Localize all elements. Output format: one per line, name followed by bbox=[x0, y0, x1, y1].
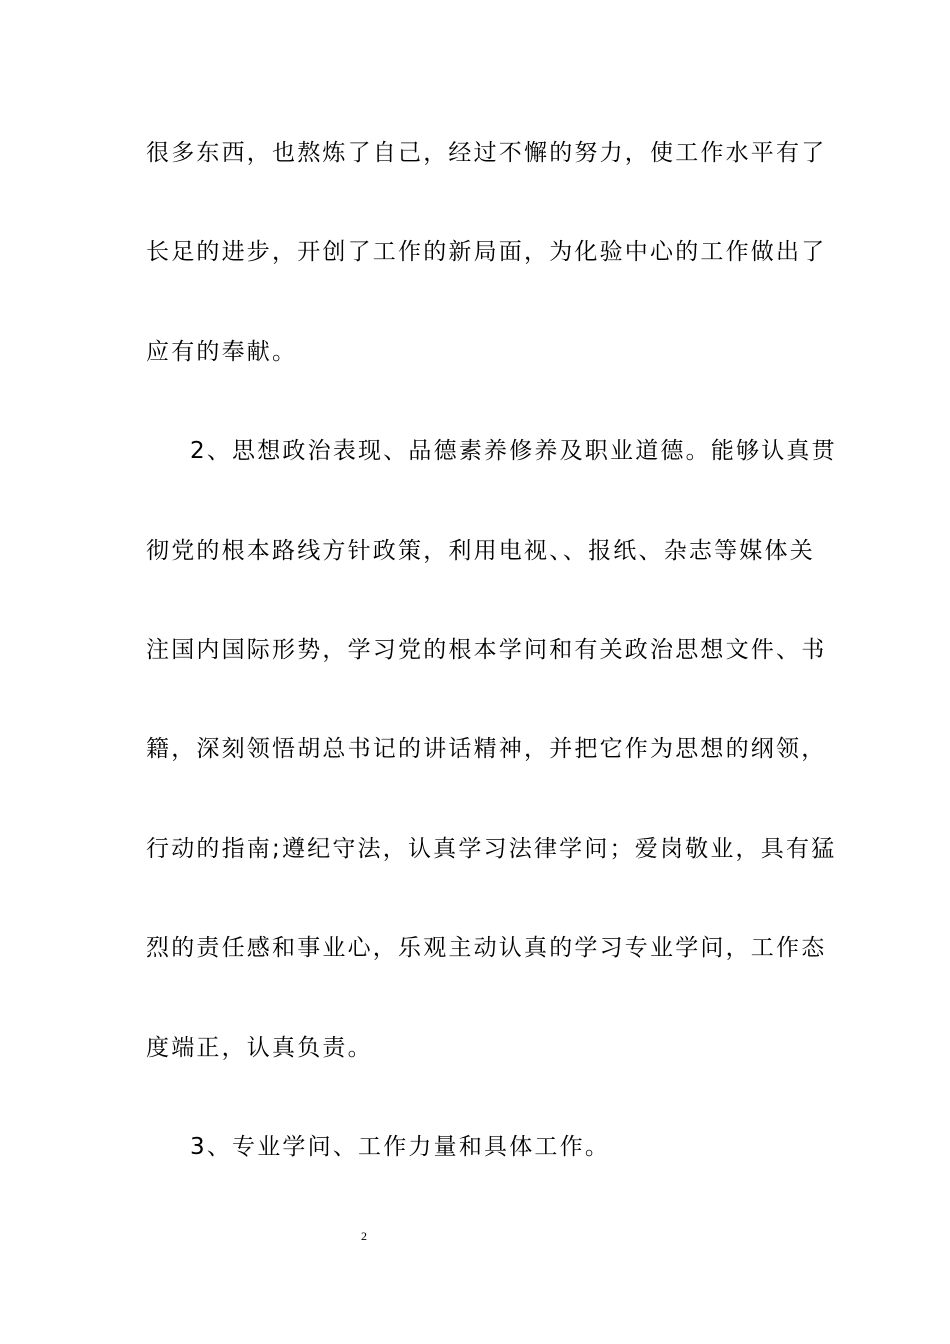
paragraph-1-line-3: 应有的奉献。 bbox=[146, 339, 298, 365]
paragraph-1-line-2: 长足的进步，开创了工作的新局面，为化验中心的工作做出了 bbox=[146, 239, 827, 265]
page-number: 2 bbox=[361, 1229, 367, 1243]
paragraph-1-line-1: 很多东西，也熬炼了自己，经过不懈的努力，使工作水平有了 bbox=[146, 140, 827, 166]
paragraph-2-line-3: 注国内国际形势，学习党的根本学问和有关政治思想文件、书 bbox=[146, 637, 827, 663]
paragraph-2-line-5: 行动的指南;遵纪守法，认真学习法律学问；爱岗敬业，具有猛 bbox=[146, 836, 837, 862]
paragraph-2-line-1: 2、思想政治表现、品德素养修养及职业道德。能够认真贯 bbox=[190, 438, 837, 464]
paragraph-3-line-1: 3、专业学问、工作力量和具体工作。 bbox=[190, 1134, 611, 1160]
paragraph-2-line-2: 彻党的根本路线方针政策，利用电视、、报纸、杂志等媒体关 bbox=[146, 538, 815, 564]
paragraph-2-line-6: 烈的责任感和事业心，乐观主动认真的学习专业学问，工作态 bbox=[146, 935, 827, 961]
paragraph-2-line-7: 度端正，认真负责。 bbox=[146, 1035, 373, 1061]
paragraph-2-line-4: 籍，深刻领悟胡总书记的讲话精神，并把它作为思想的纲领， bbox=[146, 736, 827, 762]
